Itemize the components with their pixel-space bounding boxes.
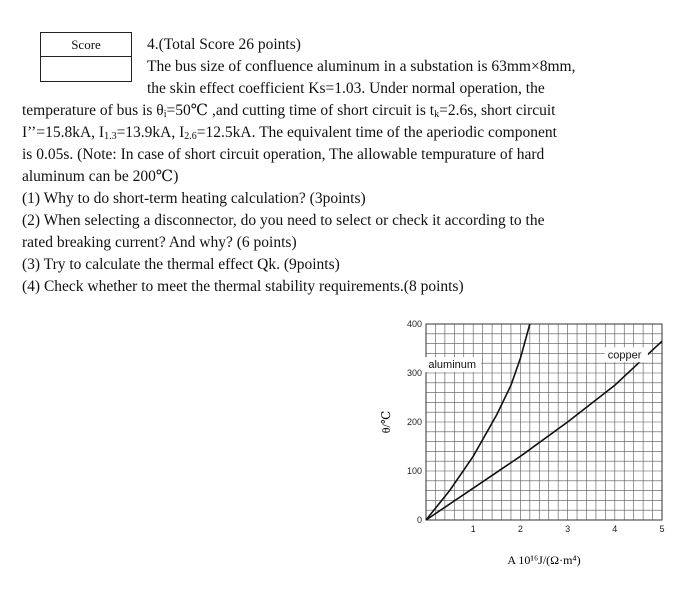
y-tick-label: 200 <box>406 417 422 427</box>
score-value[interactable] <box>41 57 131 81</box>
y-tick-label: 300 <box>406 368 422 378</box>
score-box <box>40 32 132 82</box>
sub-question-4: (4) Check whether to meet the thermal stability requirements.(8 points) <box>22 278 464 295</box>
question-line-currents: I’’=15.8kA, $I_{1.3}=13.9kA$, $I_{2.6}=12.5kA$. The equivalent time of the aperiodic component <box>22 124 557 142</box>
score-label: Score <box>41 33 131 57</box>
sub-question-2: (2) When selecting a disconnector, do you need to select or check it according to the <box>22 212 545 229</box>
question-line-note: is 0.05s. (Note: In case of short circuit operation, The allowable tempurature of hard <box>22 146 545 163</box>
series-label-aluminum: aluminum <box>428 359 477 372</box>
question-line-note-2: aluminum can be 200℃) <box>22 168 179 185</box>
y-tick-labels <box>407 319 422 525</box>
x-tick-label: 5 <box>659 524 665 534</box>
question-title: 4.(Total Score 26 points) <box>147 36 301 53</box>
heating-curve-chart <box>370 312 690 582</box>
sub-question-2-cont: rated breaking current? And why? (6 points) <box>22 234 297 251</box>
question-line-temperature: temperature of bus is $\theta_i=50℃$ ,and cutting time of short circuit is $t_k=2.6s$, short circuit <box>22 102 556 120</box>
y-tick-label: 0 <box>416 515 422 525</box>
sub-question-3: (3) Try to calculate the thermal effect Qk. (9points) <box>22 256 340 273</box>
x-tick-label: 2 <box>517 524 523 534</box>
x-tick-labels <box>471 524 665 534</box>
x-tick-label: 3 <box>565 524 571 534</box>
series-label-copper: copper <box>607 349 642 362</box>
heating-curve-figure <box>370 312 690 582</box>
x-tick-label: 4 <box>612 524 618 534</box>
x-axis-label: A 10¹⁶J/(Ω·m⁴) <box>507 553 581 567</box>
y-tick-label: 400 <box>406 319 422 329</box>
x-tick-label: 1 <box>470 524 476 534</box>
y-tick-label: 100 <box>406 466 422 476</box>
question-line-1: The bus size of confluence aluminum in a substation is 63mm×8mm, <box>147 58 576 75</box>
question-line-2: the skin effect coefficient Ks=1.03. Under normal operation, the <box>147 80 545 97</box>
y-axis-label: θ/℃ <box>379 410 393 434</box>
sub-question-1: (1) Why to do short-term heating calculation? (3points) <box>22 190 366 207</box>
